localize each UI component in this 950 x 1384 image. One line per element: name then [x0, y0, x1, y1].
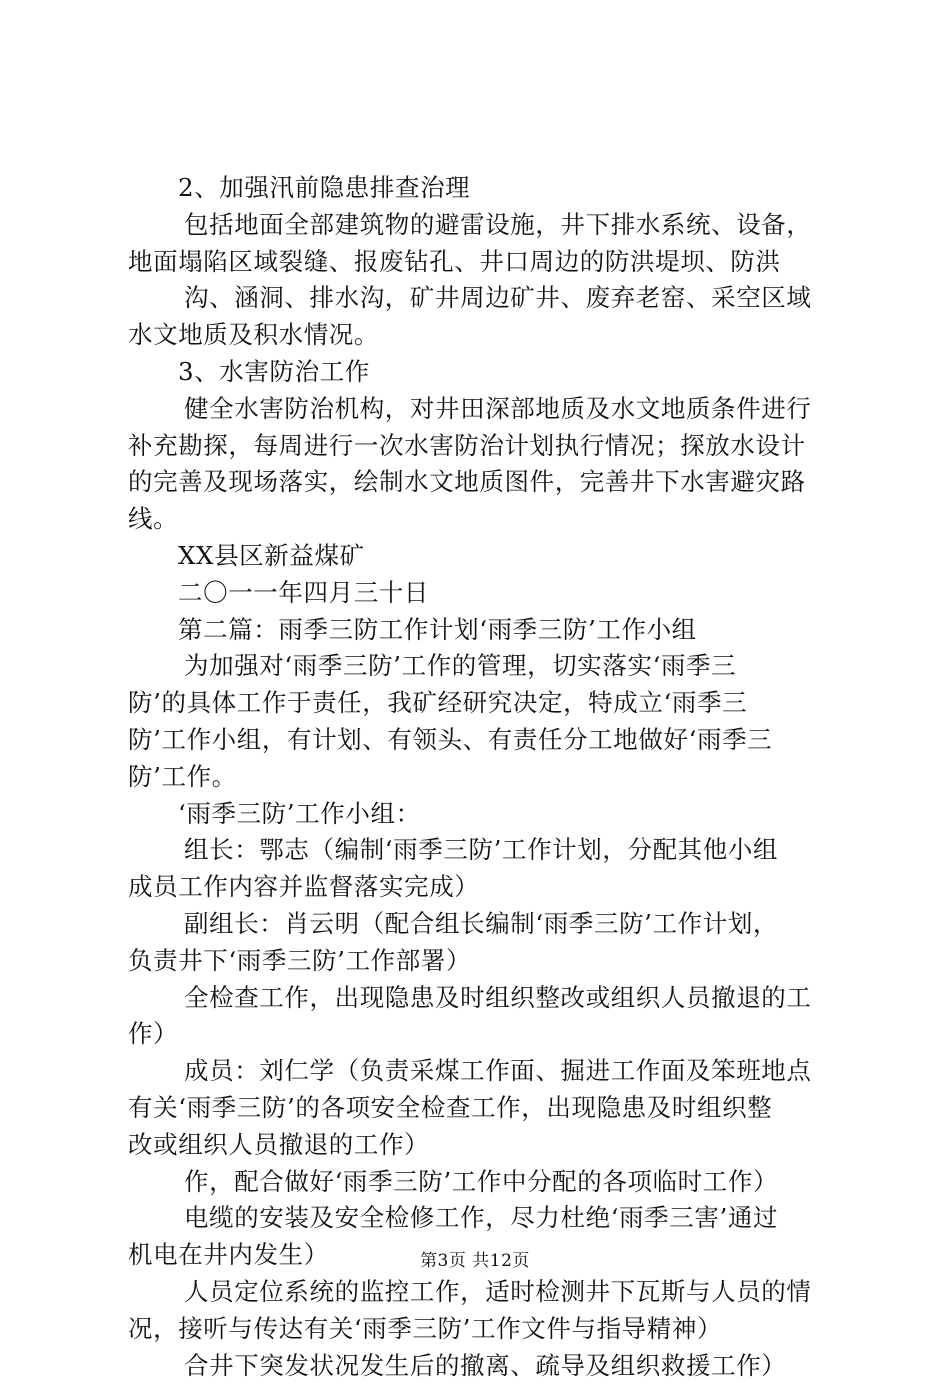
document-date: 二〇一一年四月三十日	[128, 575, 834, 612]
paragraph-line: 电缆的安装及安全检修工作，尽力杜绝‘雨季三害’通过	[128, 1200, 834, 1237]
paragraph-line: 水文地质及积水情况。	[128, 317, 834, 354]
chapter-title: 第二篇：雨季三防工作计划‘雨季三防’工作小组	[128, 612, 834, 649]
paragraph-line: 全检查工作，出现隐患及时组织整改或组织人员撤退的工	[128, 980, 834, 1017]
organization-name: XX县区新益煤矿	[128, 538, 834, 575]
paragraph-line: 负责井下‘雨季三防’工作部署）	[128, 943, 834, 980]
group-heading: ‘雨季三防’工作小组：	[128, 796, 834, 833]
paragraph-line: 况，接听与传达有关‘雨季三防’工作文件与指导精神）	[128, 1311, 834, 1348]
paragraph-line: 沟、涵洞、排水沟，矿井周边矿井、废弃老窑、采空区域	[128, 280, 834, 317]
paragraph-line: 为加强对‘雨季三防’工作的管理，切实落实‘雨季三	[128, 648, 834, 685]
paragraph-line: 健全水害防治机构，对井田深部地质及水文地质条件进行	[128, 391, 834, 428]
paragraph-line: 的完善及现场落实，绘制水文地质图件，完善井下水害避灾路	[128, 464, 834, 501]
section-heading-2: 2、加强汛前隐患排查治理	[128, 170, 834, 207]
paragraph-line: 防’工作小组，有计划、有领头、有责任分工地做好‘雨季三	[128, 722, 834, 759]
section-heading-3: 3、水害防治工作	[128, 354, 834, 391]
paragraph-line: 线。	[128, 501, 834, 538]
paragraph-line: 作）	[128, 1016, 834, 1053]
deputy-leader-line: 副组长：肖云明（配合组长编制‘雨季三防’工作计划，	[128, 906, 834, 943]
paragraph-line: 有关‘雨季三防’的各项安全检查工作，出现隐患及时组织整	[128, 1090, 834, 1127]
paragraph-line: 地面塌陷区域裂缝、报废钻孔、井口周边的防洪堤坝、防洪	[128, 244, 834, 281]
paragraph-line: 改或组织人员撤退的工作）	[128, 1127, 834, 1164]
group-leader-line: 组长：鄂志（编制‘雨季三防’工作计划，分配其他小组	[128, 832, 834, 869]
document-body	[128, 170, 834, 1384]
paragraph-line: 防’的具体工作于责任，我矿经研究决定，特成立‘雨季三	[128, 685, 834, 722]
paragraph-line: 合井下突发状况发生后的撤离、疏导及组织救援工作）	[128, 1348, 834, 1384]
page-number-footer: 第3页 共12页	[0, 1246, 950, 1271]
paragraph-line: 补充勘探，每周进行一次水害防治计划执行情况；探放水设计	[128, 428, 834, 465]
paragraph-line: 成员工作内容并监督落实完成）	[128, 869, 834, 906]
paragraph-line: 人员定位系统的监控工作，适时检测井下瓦斯与人员的情	[128, 1274, 834, 1311]
paragraph-line: 防’工作。	[128, 759, 834, 796]
paragraph-line: 机电在井内发生）	[128, 1237, 834, 1274]
paragraph-line: 包括地面全部建筑物的避雷设施，井下排水系统、设备，	[128, 207, 834, 244]
member-line: 成员：刘仁学（负责采煤工作面、掘进工作面及笨班地点	[128, 1053, 834, 1090]
paragraph-line: 作，配合做好‘雨季三防’工作中分配的各项临时工作）	[128, 1164, 834, 1201]
